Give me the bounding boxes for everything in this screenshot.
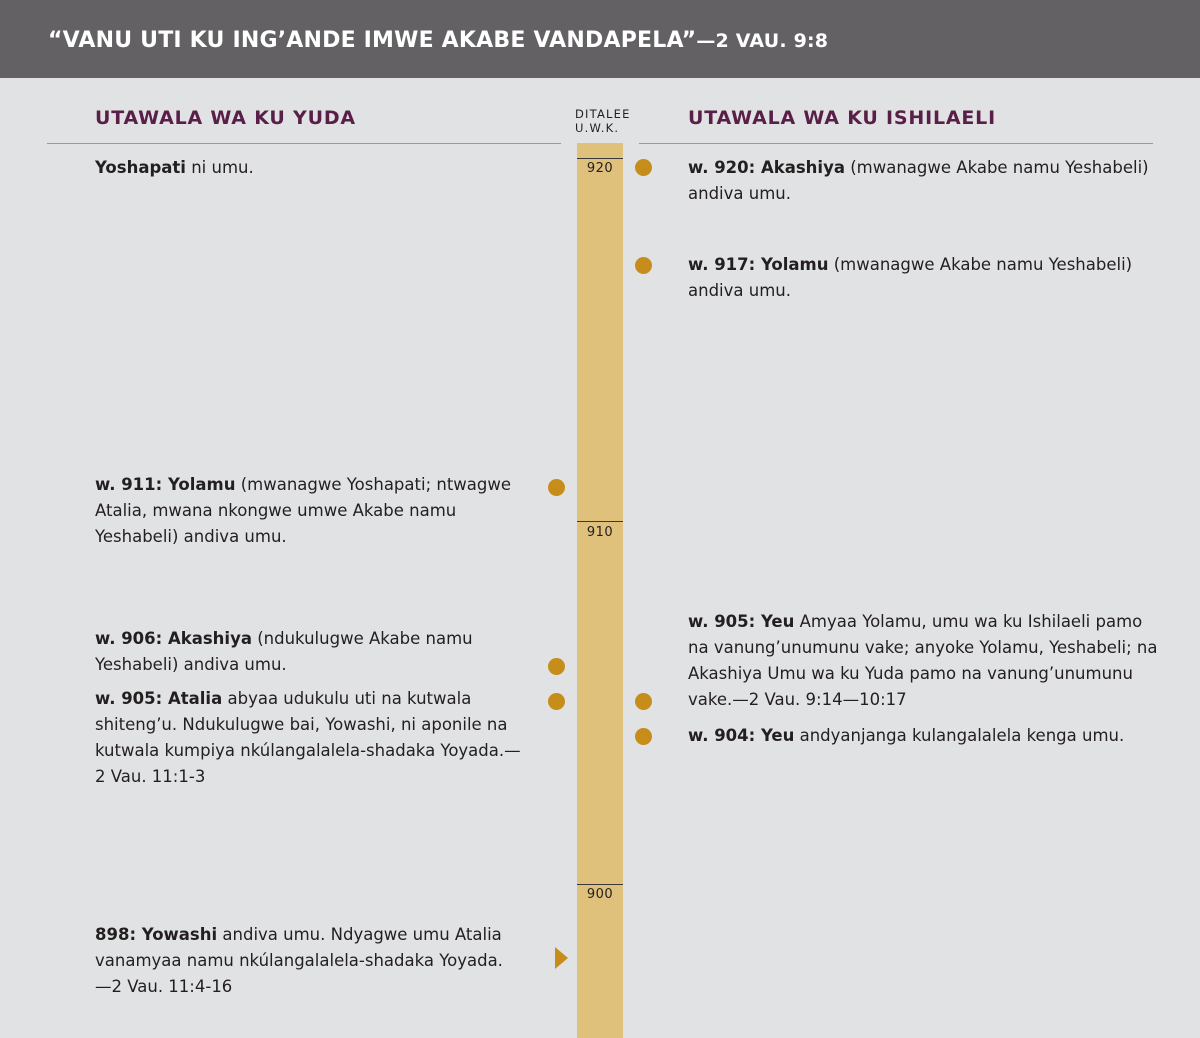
marker-dot-906-yuda (548, 658, 565, 675)
entry-bold: w. 906: Akashiya (95, 629, 252, 648)
entry-text: ni umu. (185, 158, 254, 177)
axis-heading-line1: DITALEE (575, 107, 631, 121)
entry-bold: w. 911: Yolamu (95, 475, 236, 494)
right-entry-905 (688, 609, 1158, 713)
marker-dot-904-ishilaeli (635, 728, 652, 745)
entry-bold: 898: Yowashi (95, 925, 218, 944)
tick-label-910: 910 (586, 525, 614, 540)
entry-bold: w. 904: Yeu (688, 726, 795, 745)
entry-text: andyanjanga kulangalalela kenga umu. (794, 726, 1125, 745)
marker-dot-917-ishilaeli (635, 257, 652, 274)
entry-bold: w. 905: Atalia (95, 689, 223, 708)
entry-bold: w. 920: Akashiya (688, 158, 845, 177)
left-heading-rule (47, 143, 561, 144)
marker-dot-920-ishilaeli (635, 159, 652, 176)
tick-label-900: 900 (586, 887, 614, 902)
right-heading-rule (639, 143, 1153, 144)
tick-line-900 (577, 884, 623, 885)
tick-line-920 (577, 158, 623, 159)
axis-heading (575, 107, 637, 135)
left-entry-898 (95, 922, 505, 1000)
left-column-heading: UTAWALA WA KU YUDA (95, 107, 356, 129)
marker-dot-905-yuda (548, 693, 565, 710)
right-entry-920 (688, 155, 1158, 207)
left-entry-905 (95, 686, 527, 790)
entry-text: (mwanagwe Akabe namu Yeshabeli) andiva umu. (688, 158, 1149, 203)
timeline-bar (577, 143, 623, 1038)
marker-dot-911-yuda (548, 479, 565, 496)
entry-text: Amyaa Yolamu, umu wa ku Ishilaeli pamo na vanung’unumunu vake; anyoke Yolamu, Yeshabeli; na Akashiya Umu wa ku Yuda pamo na vanung’unumunu vake.—2 Vau. 9:14—10:17 (688, 612, 1158, 709)
right-entry-904 (688, 723, 1168, 749)
left-entry-911 (95, 472, 515, 550)
title-reference: —2 VAU. 9:8 (696, 30, 829, 52)
marker-arrow-898-yuda (555, 947, 568, 969)
entry-text: (mwanagwe Yoshapati; ntwagwe Atalia, mwana nkongwe umwe Akabe namu Yeshabeli) andiva umu. (95, 475, 512, 546)
left-entry-906 (95, 626, 515, 678)
title-text: “VANU UTI KU ING’ANDE IMWE AKABE VANDAPELA” (48, 28, 697, 53)
entry-text: (mwanagwe Akabe namu Yeshabeli) andiva umu. (688, 255, 1133, 300)
marker-dot-905-ishilaeli (635, 693, 652, 710)
entry-text: abyaa udukulu uti na kutwala shiteng’u. Ndukulugwe bai, Yowashi, ni aponile na kutwala kumpiya nkúlangalalela-shadaka Yoyada.—2 Vau. 11:1-3 (95, 689, 521, 786)
entry-bold: Yoshapati (95, 158, 186, 177)
tick-label-920: 920 (586, 161, 614, 176)
right-column-heading: UTAWALA WA KU ISHILAELI (688, 107, 996, 129)
entry-bold: w. 905: Yeu (688, 612, 795, 631)
entry-text: andiva umu. Ndyagwe umu Atalia vanamyaa namu nkúlangalalela-shadaka Yoyada.—2 Vau. 11:4-16 (95, 925, 503, 996)
axis-heading-line2: U.W.K. (575, 121, 620, 135)
entry-bold: w. 917: Yolamu (688, 255, 829, 274)
left-entry-yoshapati (95, 155, 545, 181)
header-bar (0, 0, 1200, 78)
tick-line-910 (577, 521, 623, 522)
right-entry-917 (688, 252, 1158, 304)
page-title (48, 28, 828, 53)
entry-text: (ndukulugwe Akabe namu Yeshabeli) andiva umu. (95, 629, 473, 674)
